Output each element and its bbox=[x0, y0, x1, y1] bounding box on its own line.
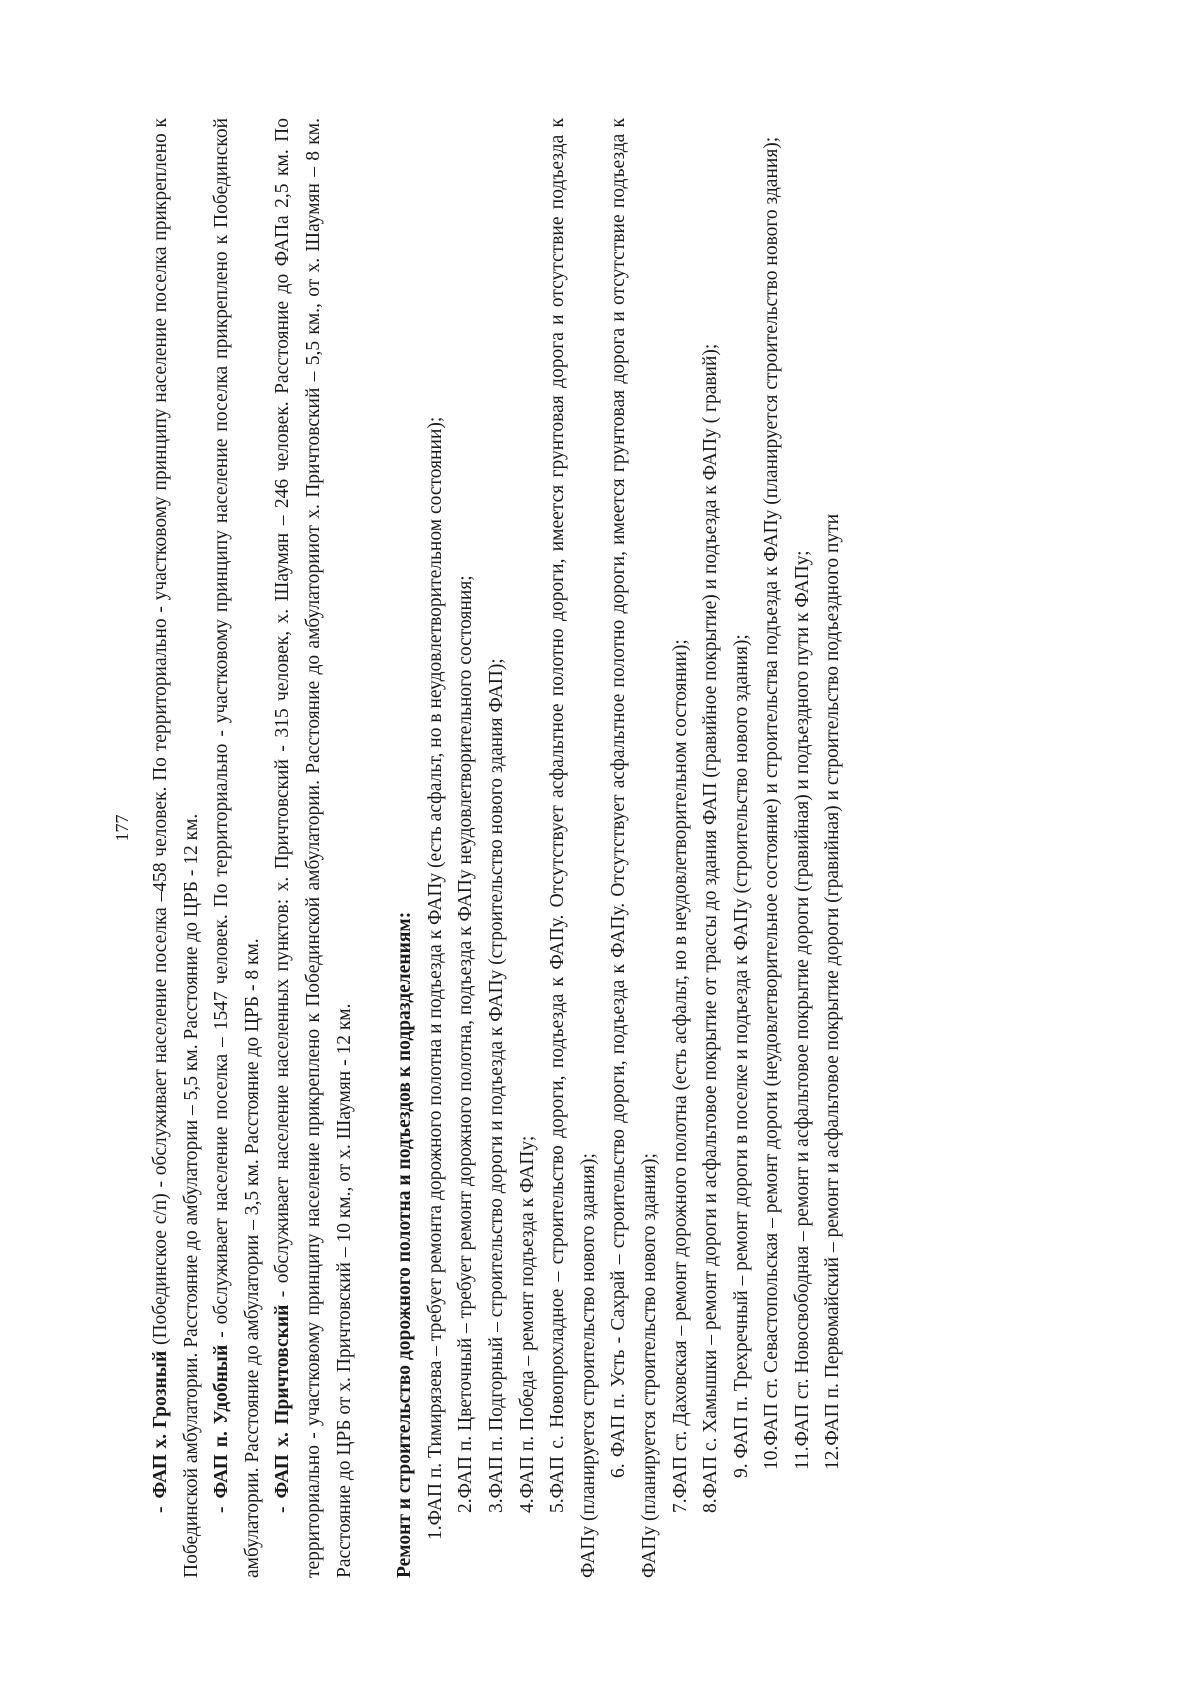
list-item: 5.ФАП с. Новопрохладное – строительство дороги, подъезда к ФАПу. Отсутствует асфальтное полотно дороги, имеется грунтовая дорога и отсутствие подъезда к ФАПу (планируется строительство нового здания); bbox=[547, 118, 599, 1578]
fap-name: ФАП п. Удобный bbox=[211, 1344, 233, 1499]
list-dash: - bbox=[150, 1506, 171, 1513]
fap-name: ФАП х. Причтовский bbox=[272, 1304, 294, 1499]
list-item: 2.ФАП п. Цветочный – требует ремонт дорожного полотна, подъезда к ФАПу неудовлетворительного состояния; bbox=[455, 575, 477, 1513]
document-body bbox=[146, 118, 849, 1578]
fap-description: - обслуживает население поселка – 1547 человек. По территориально - участковому принципу население поселка прикреплено к Побединской амбулатории. Расстояние до амбулатории – 3,5 км. Расстояние до ЦРБ - 8 км. bbox=[211, 118, 263, 1578]
page-number: 177 bbox=[111, 814, 132, 842]
list-item: 11.ФАП ст. Новосвободная – ремонт и асфальтовое покрытие дороги (гравийная) и подъездного пути к ФАПу; bbox=[791, 550, 813, 1470]
list-item: 12.ФАП п. Первомайский – ремонт и асфальтовое покрытие дороги (гравийная) и строительство подъездного пути bbox=[822, 513, 844, 1470]
list-item: 10.ФАП ст. Севастопольская – ремонт дороги (неудовлетворительное состояние) и строительства подъезда к ФАПу (планируется строительство нового здания); bbox=[761, 136, 783, 1470]
fap-paragraph-grozny bbox=[146, 118, 207, 1578]
list-dash: - bbox=[272, 1506, 294, 1513]
list-item: 6. ФАП п. Усть - Сахрай – строительство дороги, подъезда к ФАПу. Отсутствует асфальтное полотно дороги, имеется грунтовая дорога и отсутствие подъезда к ФАПу (планируется строительство нового здания); bbox=[608, 118, 660, 1578]
list-dash: - bbox=[211, 1506, 233, 1513]
fap-description: - обслуживает население населенных пунктов: х. Причтовский - 315 человек, х. Шаумян – 246 человек. Расстояние до ФАПа 2,5 км. По территориально - участковому принципу население прикреплено к Побединской амбулатории. Расстояние до амбулаторииот х. Причтовский – 5,5 км., от х. Шаумян – 8 км. Расстояние до ЦРБ от х. Причтовский – 10 км., от х. Шаумян - 12 км. bbox=[272, 118, 355, 1578]
list-item: 4.ФАП п. Победа – ремонт подъезда к ФАПу; bbox=[516, 1135, 538, 1513]
list-item: 8.ФАП с. Хамышки – ремонт дороги и асфальтовое покрытие от трассы до здания ФАП (гравийное покрытие) и подъезда к ФАПу ( гравий); bbox=[700, 343, 722, 1513]
list-item: 9. ФАП п. Трехречный – ремонт дороги в поселке и подъезда к ФАПу (строительство нового здания); bbox=[730, 634, 752, 1478]
fap-paragraph-udobny bbox=[207, 118, 268, 1578]
fap-description: (Побединское с/п) - обслуживает население поселка –458 человек. По территориально - участковому принципу население поселка прикреплено к Побединской амбулатории. Расстояние до амбулатории – 5,5 км. Расстояние до ЦРБ - 12 км. bbox=[150, 118, 202, 1578]
fap-paragraph-prichtovsky bbox=[268, 118, 360, 1578]
section-title: Ремонт и строительство дорожного полотна и подъездов к подразделениям: bbox=[394, 911, 416, 1578]
list-item: 1.ФАП п. Тимирязева – требует ремонта дорожного полотна и подъезда к ФАПу (есть асфальт, но в неудовлетворительном состоянии); bbox=[424, 416, 446, 1540]
list-item: 7.ФАП ст. Даховская – ремонт дорожного полотна (есть асфальт, но в неудовлетворительном состоянии); bbox=[669, 639, 691, 1513]
fap-name: ФАП х. Грозный bbox=[150, 1350, 171, 1499]
list-item: 3.ФАП п. Подгорный – строительство дороги и подъезда к ФАПу (строительство нового здания ФАП); bbox=[485, 658, 507, 1513]
